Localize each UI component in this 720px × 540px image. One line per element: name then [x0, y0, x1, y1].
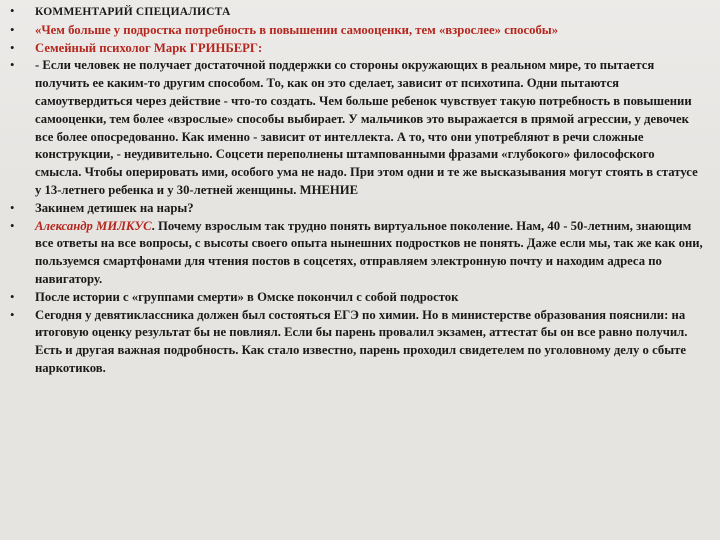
comment-body: - Если человек не получает достаточной поддержки со стороны окружающих в реальном мире, то пытается получить ее каким-то другим способом. То, как он это сделает, зависит от психотипа. Одни пытаются самоутвердиться через действие - что-то создать. Чем больше ребенок чувствует такую потребность в повышении самооценки, тем более «взрослые» способы выбирает. У мальчиков это выражается в прямой агрессии, у девочек все более опосредованно. Как именно - зависит от интеллекта. А то, что они употребляют в речи сложные конструкции, - неудивительно. Соцсети переполнены штампованными фразами «глубокого» философского смысла. Чтобы оперировать ими, особого ума не надо. При этом одни и те же высказывания могут стоять в статусе у 13-летнего ребенка и у 30-летней женщины. МНЕНИЕ	[35, 58, 698, 197]
bullet-list	[10, 3, 704, 378]
bullet-icon: •	[10, 22, 15, 37]
list-item-milkus	[10, 218, 704, 289]
omsk-story-title: После истории с «группами смерти» в Омске покончил с собой подросток	[35, 289, 459, 304]
list-item-quote-title	[10, 22, 704, 40]
bullet-icon: •	[10, 200, 15, 215]
milkus-text: . Почему взрослым так трудно понять виртуальное поколение. Нам, 40 - 50-летним, знающим все ответы на все вопросы, с высоты своего опыта нынешних подростков не понять. Даже если мы, так же как они, пользуемся смартфонами для чтения постов в соцсетях, отправляем электронную почту и находим адреса по навигатору.	[35, 218, 703, 286]
list-item-exam	[10, 307, 704, 378]
bullet-icon: •	[10, 307, 15, 322]
list-item-specialist-comment	[10, 3, 704, 22]
exam-text: Сегодня у девятиклассника должен был состояться ЕГЭ по химии. Но в министерстве образования пояснили: на итоговую оценку результат бы не повлиял. Если бы парень провалил экзамен, аттестат бы он все равно получил. Есть и другая важная подробность. Как стало известно, парень проходил свидетелем по уголовному делу о сбыте наркотиков.	[35, 307, 688, 375]
bullet-icon: •	[10, 58, 15, 73]
section-heading: КОММЕНТАРИЙ СПЕЦИАЛИСТА	[35, 6, 231, 18]
list-item-psychologist	[10, 40, 704, 58]
quote-title: «Чем больше у подростка потребность в повышении самооценки, тем «взрослее» способы»	[35, 22, 559, 37]
psychologist-name: Семейный психолог Марк ГРИНБЕРГ:	[35, 40, 263, 55]
article-title: Закинем детишек на нары?	[35, 200, 194, 215]
bullet-icon: •	[10, 4, 15, 18]
bullet-icon: •	[10, 289, 15, 304]
bullet-icon: •	[10, 218, 15, 233]
list-item-omsk-story	[10, 289, 704, 307]
bullet-icon: •	[10, 40, 15, 55]
list-item-comment-body	[10, 57, 704, 199]
author-name: Александр МИЛКУС	[35, 218, 152, 233]
list-item-article-title	[10, 200, 704, 218]
